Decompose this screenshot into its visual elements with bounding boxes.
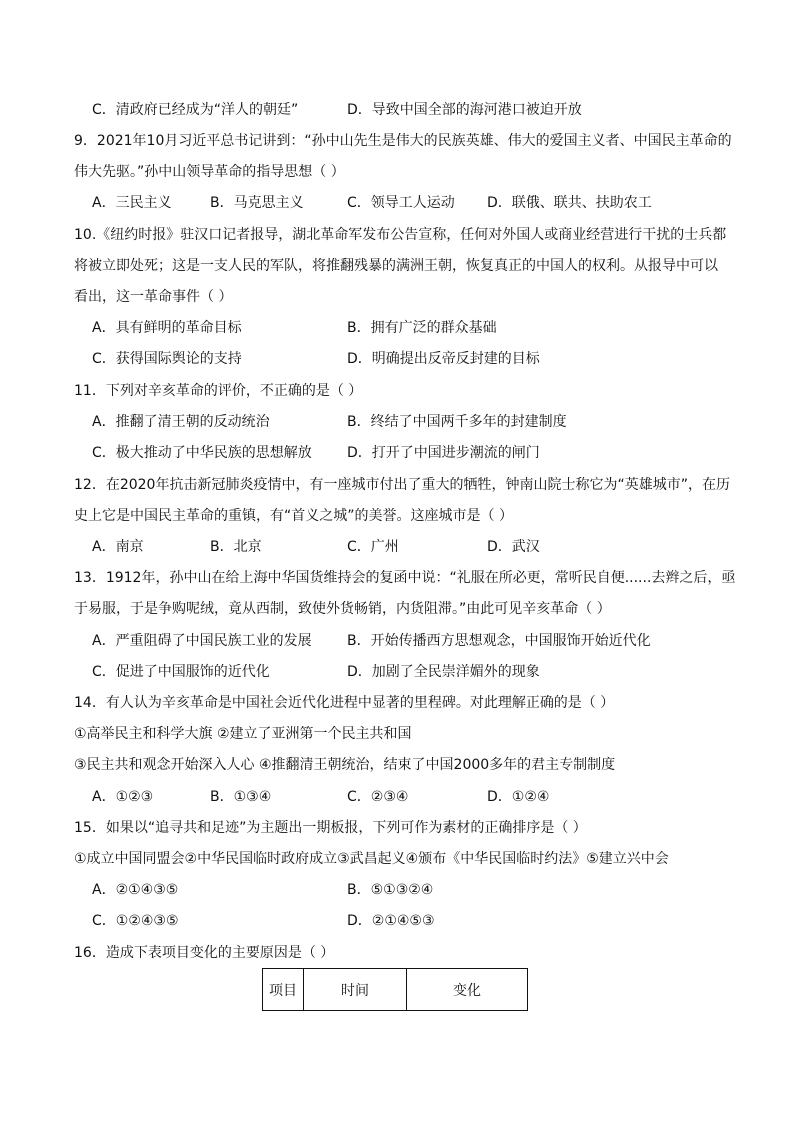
q9-option-a[interactable]: A．三民主义 (92, 195, 172, 211)
q13-option-b[interactable]: B．开始传播西方思想观念，中国服饰开始近代化 (347, 633, 651, 649)
q11-stem-line1: 11．下列对辛亥革命的评价，不正确的是（ ） (74, 383, 363, 399)
q12-option-a[interactable]: A．南京 (92, 539, 144, 555)
q14-option-b[interactable]: B．①③④ (210, 789, 272, 805)
table-header-row (263, 969, 528, 1011)
q8-option-c[interactable]: C．清政府已经成为“洋人的朝廷” (92, 102, 299, 118)
q11-option-d[interactable]: D．打开了中国进步潮流的闸门 (347, 445, 540, 461)
q15-option-c[interactable]: C．①②④③⑤ (92, 913, 179, 929)
q11-option-b[interactable]: B．终结了中国两千多年的封建制度 (347, 414, 567, 430)
q14-items-line1: ①高举民主和科学大旗 ②建立了亚洲第一个民主共和国 (74, 726, 412, 742)
q13-option-c[interactable]: C．促进了中国服饰的近代化 (92, 664, 270, 680)
q10-stem-line3: 看出，这一革命事件（ ） (74, 289, 233, 305)
q9-option-b[interactable]: B．马克思主义 (210, 195, 304, 211)
q12-option-b[interactable]: B．北京 (210, 539, 262, 555)
q9-stem-line1: 9．2021年10月习近平总书记讲到：“孙中山先生是伟大的民族英雄、伟大的爱国主义者、中国民主革命的 (74, 133, 732, 149)
q14-option-d[interactable]: D．①②④ (487, 789, 550, 805)
q12-stem-line2: 史上它是中国民主革命的重镇，有“首义之城”的美誉。这座城市是（ ） (74, 508, 513, 524)
q13-stem-line1: 13．1912年，孙中山在给上海中华国货维持会的复函中说：“礼服在所必更，常听民自便......去辫之后，亟 (74, 570, 736, 586)
q11-option-a[interactable]: A．推翻了清王朝的反动统治 (92, 414, 270, 430)
q15-option-b[interactable]: B．⑤①③②④ (347, 882, 434, 898)
q14-option-c[interactable]: C．②③④ (347, 789, 409, 805)
q14-option-a[interactable]: A．①②③ (92, 789, 154, 805)
q9-stem-line2: 伟大先驱。”孙中山领导革命的指导思想（ ） (74, 164, 345, 180)
q10-option-a[interactable]: A．具有鲜明的革命目标 (92, 320, 242, 336)
q9-option-d[interactable]: D．联俄、联共、扶助农工 (487, 195, 652, 211)
q10-stem-line2: 将被立即处死；这是一支人民的军队，将推翻残暴的满洲王朝，恢复真正的中国人的权利。从报导中可以 (74, 258, 718, 274)
q16-stem-line1: 16．造成下表项目变化的主要原因是（ ） (74, 945, 335, 961)
q12-option-d[interactable]: D．武汉 (487, 539, 540, 555)
q12-option-c[interactable]: C．广州 (347, 539, 399, 555)
q10-option-c[interactable]: C．获得国际舆论的支持 (92, 351, 242, 367)
q15-stem-line1: 15．如果以“追寻共和足迹”为主题出一期板报，下列可作为素材的正确排序是（ ） (74, 820, 587, 836)
q8-option-d[interactable]: D．导致中国全部的海河港口被迫开放 (347, 102, 582, 118)
table-header-cell: 时间 (304, 969, 407, 1011)
q10-stem-line1: 10.《纽约时报》驻汉口记者报导，湖北革命军发布公告宣称，任何对外国人或商业经营进行干扰的士兵都 (74, 227, 727, 243)
q16-table (262, 968, 528, 1011)
q14-items-line2: ③民主共和观念开始深入人心 ④推翻清王朝统治，结束了中国2000多年的君主专制制度 (74, 757, 616, 773)
q15-items-line: ①成立中国同盟会②中华民国临时政府成立③武昌起义④颁布《中华民国临时约法》⑤建立兴中会 (74, 851, 669, 867)
q13-option-a[interactable]: A．严重阻碍了中国民族工业的发展 (92, 633, 312, 649)
q9-option-c[interactable]: C．领导工人运动 (347, 195, 455, 211)
q10-option-b[interactable]: B．拥有广泛的群众基础 (347, 320, 497, 336)
q13-option-d[interactable]: D．加剧了全民崇洋媚外的现象 (347, 664, 540, 680)
q15-option-d[interactable]: D．②①④⑤③ (347, 913, 435, 929)
q14-stem-line1: 14．有人认为辛亥革命是中国社会近代化进程中显著的里程碑。对此理解正确的是（ ） (74, 695, 615, 711)
table-header-cell: 变化 (407, 969, 528, 1011)
q10-option-d[interactable]: D．明确提出反帝反封建的目标 (347, 351, 540, 367)
q11-option-c[interactable]: C．极大推动了中华民族的思想解放 (92, 445, 312, 461)
q13-stem-line2: 于易服，于是争购呢绒，竟从西制，致使外货畅销，内货阻滞。”由此可见辛亥革命（ ） (74, 601, 611, 617)
q15-option-a[interactable]: A．②①④③⑤ (92, 882, 179, 898)
table-header-cell: 项目 (263, 969, 304, 1011)
q12-stem-line1: 12．在2020年抗击新冠肺炎疫情中，有一座城市付出了重大的牺牲，钟南山院士称它为“英雄城市”，在历 (74, 477, 730, 493)
